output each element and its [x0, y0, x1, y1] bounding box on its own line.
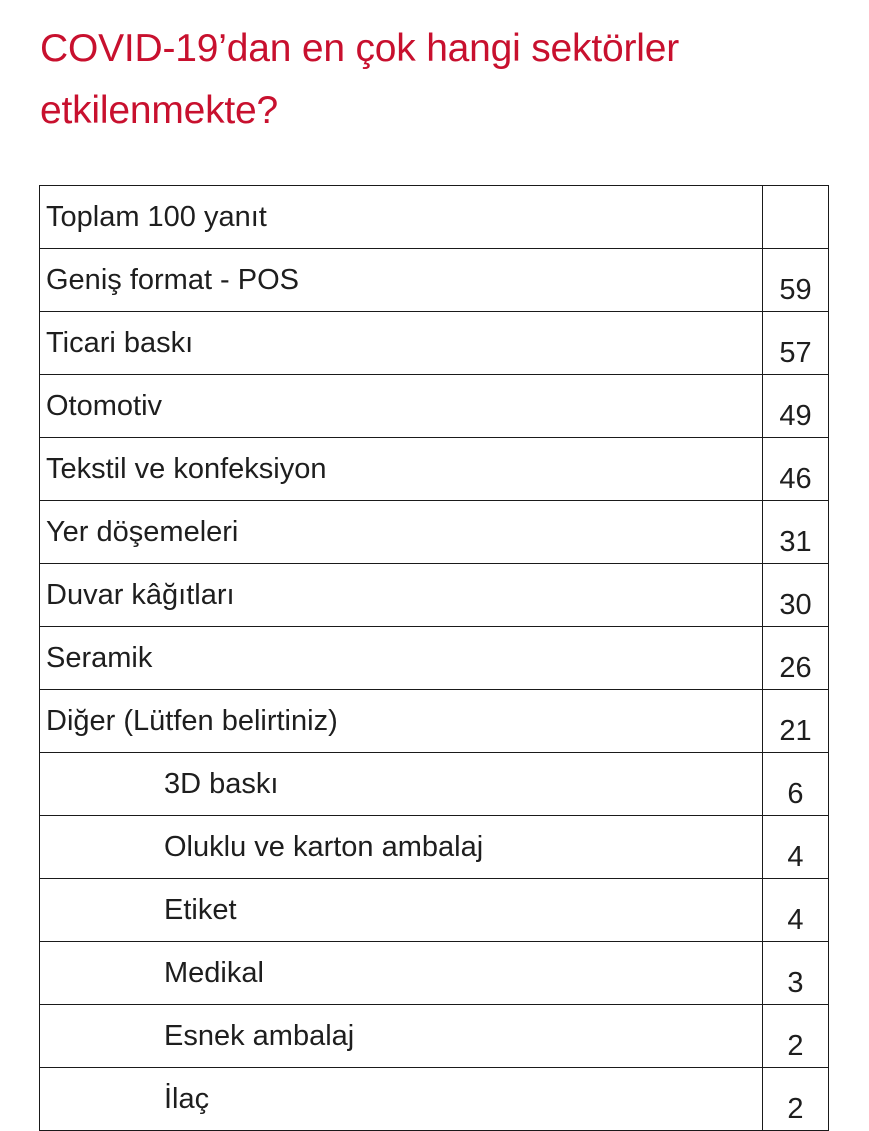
row-value: 3	[763, 942, 829, 1005]
row-value: 46	[763, 438, 829, 501]
row-value: 59	[763, 249, 829, 312]
table-row	[40, 564, 829, 627]
total-responses-label: Toplam 100 yanıt	[40, 186, 763, 249]
row-label: Medikal	[40, 942, 763, 1005]
row-value: 57	[763, 312, 829, 375]
table-row	[40, 1068, 829, 1131]
row-label: Duvar kâğıtları	[40, 564, 763, 627]
table-row	[40, 942, 829, 1005]
table-row	[40, 375, 829, 438]
row-value: 49	[763, 375, 829, 438]
row-label: Geniş format - POS	[40, 249, 763, 312]
row-label: Etiket	[40, 879, 763, 942]
row-label: Tekstil ve konfeksiyon	[40, 438, 763, 501]
row-value: 4	[763, 879, 829, 942]
row-value: 2	[763, 1068, 829, 1131]
row-value: 26	[763, 627, 829, 690]
table-row	[40, 753, 829, 816]
table-row	[40, 690, 829, 753]
table-row	[40, 879, 829, 942]
table-row	[40, 438, 829, 501]
row-value: 30	[763, 564, 829, 627]
table-header-row	[40, 186, 829, 249]
row-value: 21	[763, 690, 829, 753]
row-label: Oluklu ve karton ambalaj	[40, 816, 763, 879]
row-label: Otomotiv	[40, 375, 763, 438]
row-label: İlaç	[40, 1068, 763, 1131]
row-label: Seramik	[40, 627, 763, 690]
row-value: 31	[763, 501, 829, 564]
table-row	[40, 1005, 829, 1068]
table-row	[40, 501, 829, 564]
row-value: 6	[763, 753, 829, 816]
row-label: Diğer (Lütfen belirtiniz)	[40, 690, 763, 753]
row-value: 2	[763, 1005, 829, 1068]
page-title: COVID-19’dan en çok hangi sektörler etkilenmekte?	[40, 27, 679, 132]
table-row	[40, 816, 829, 879]
row-label: Ticari baskı	[40, 312, 763, 375]
row-label: Esnek ambalaj	[40, 1005, 763, 1068]
row-value: 4	[763, 816, 829, 879]
table-row	[40, 627, 829, 690]
sector-table	[39, 185, 829, 1131]
row-label: Yer döşemeleri	[40, 501, 763, 564]
table-row	[40, 249, 829, 312]
total-responses-value	[763, 186, 829, 249]
table-row	[40, 312, 829, 375]
row-label: 3D baskı	[40, 753, 763, 816]
